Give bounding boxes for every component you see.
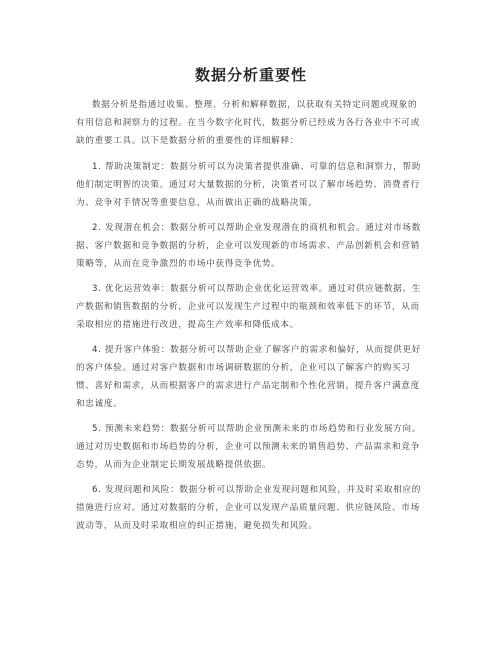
point-paragraph-2: 2. 发现潜在机会：数据分析可以帮助企业发现潜在的商机和机会。通过对市场数据、客户数据和竞争数据的分析，企业可以发现新的市场需求、产品创新机会和营销策略等，从而在竞争激烈的市场中获得竞争优势。 (76, 223, 422, 269)
document-body (76, 96, 426, 542)
document-title: 数据分析重要性 (194, 66, 307, 84)
point-paragraph-1: 1. 帮助决策制定：数据分析可以为决策者提供准确、可靠的信息和洞察力，帮助他们制定明智的决策。通过对大量数据的分析，决策者可以了解市场趋势、消费者行为、竞争对手情况等重要信息，从而做出正确的战略决策。 (76, 162, 422, 208)
point-paragraph-6: 6. 发现问题和风险：数据分析可以帮助企业发现问题和风险，并及时采取相应的措施进行应对。通过对数据的分析，企业可以发现产品质量问题、供应链风险、市场波动等，从而及时采取相应的纠正措施，避免损失和风险。 (76, 485, 422, 531)
point-paragraph-4: 4. 提升客户体验：数据分析可以帮助企业了解客户的需求和偏好，从而提供更好的客户体验。通过对客户数据和市场调研数据的分析，企业可以了解客户的购买习惯、喜好和需求，从而根据客户的需求进行产品定制和个性化营销，提升客户满意度和忠诚度。 (76, 345, 422, 409)
point-paragraph-3: 3. 优化运营效率：数据分析可以帮助企业优化运营效率。通过对供应链数据、生产数据和销售数据的分析，企业可以发现生产过程中的瓶颈和效率低下的环节，从而采取相应的措施进行改进，提高生产效率和降低成本。 (76, 284, 422, 330)
point-paragraph-5: 5. 预测未来趋势：数据分析可以帮助企业预测未来的市场趋势和行业发展方向。通过对历史数据和市场趋势的分析，企业可以预测未来的销售趋势、产品需求和竞争态势，从而为企业制定长期发展战略提供依据。 (76, 424, 422, 470)
intro-paragraph: 数据分析是指通过收集、整理、分析和解释数据，以获取有关特定问题或现象的有用信息和洞察力的过程。在当今数字化时代，数据分析已经成为各行各业中不可或缺的重要工具。以下是数据分析的重要性的详细解释： (76, 100, 420, 146)
